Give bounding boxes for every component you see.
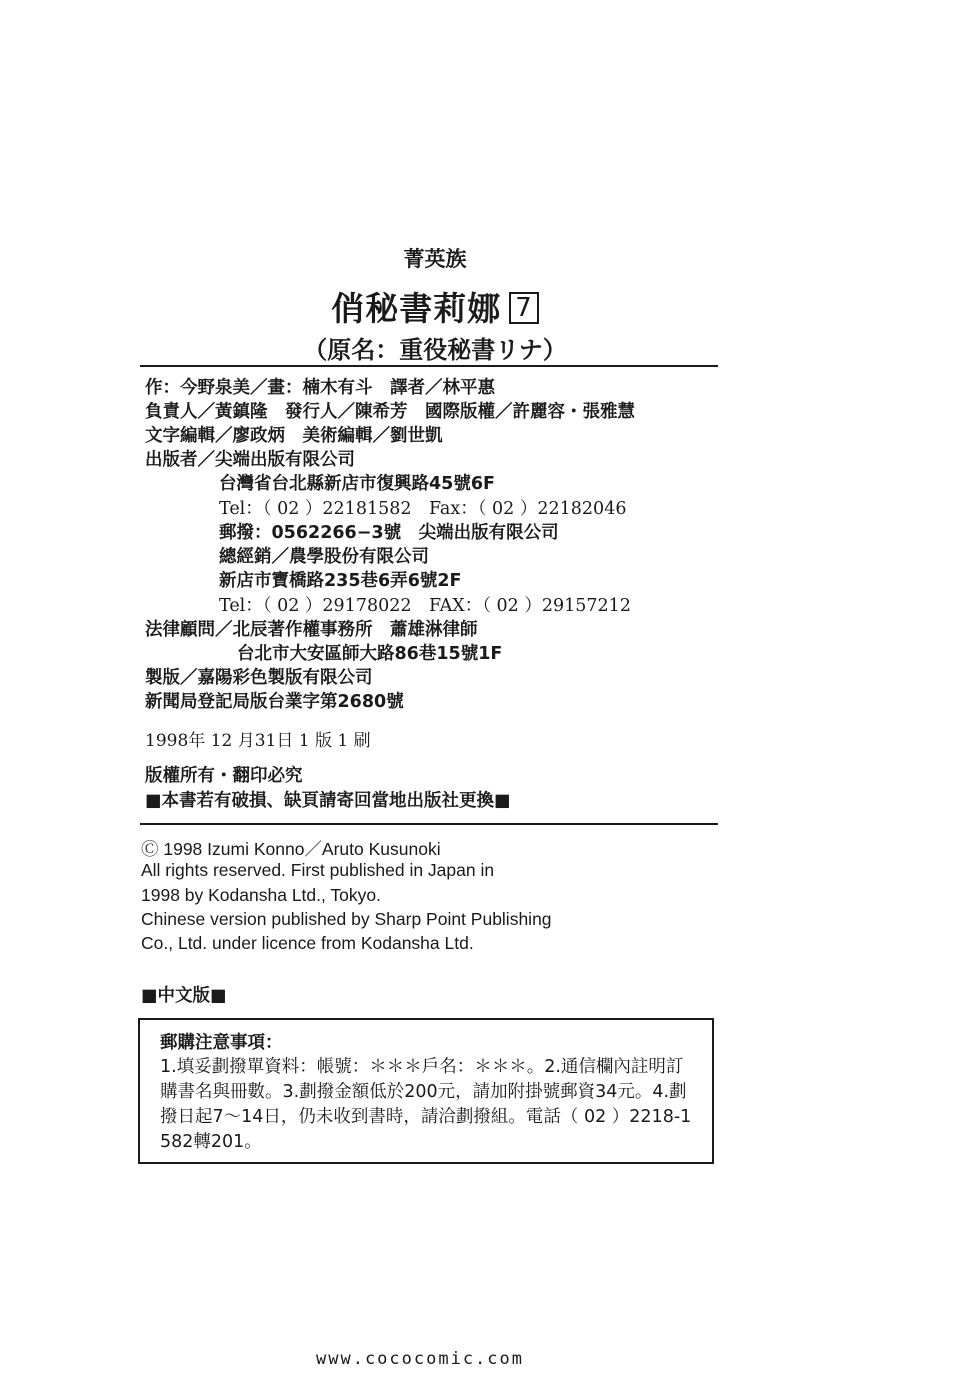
publisher-address: 台灣省台北縣新店市復興路45號6F: [219, 474, 495, 494]
mail-order-notice-box: [138, 1018, 714, 1164]
publisher-phone: Tel：（ 02 ）22181582 Fax：（ 02 ）22182046: [219, 499, 627, 519]
copyright-line: Ⓒ 1998 Izumi Konno／Aruto Kusunoki: [141, 839, 441, 859]
credit-registration: 新聞局登記局版台業字第2680號: [145, 692, 404, 712]
edition-label: ■中文版■: [141, 986, 227, 1006]
print-date: 1998年 12 月31日 1 版 1 刷: [145, 731, 371, 751]
credit-publisher: 出版者／尖端出版有限公司: [145, 450, 355, 470]
series-name: 菁英族: [403, 247, 467, 271]
volume-number: 7: [509, 292, 539, 324]
english-rights-4: Co., Ltd. under licence from Kodansha Ltd.: [141, 933, 474, 953]
original-title: （原名：重役秘書リナ）: [303, 336, 567, 364]
defect-replacement-notice: ■本書若有破損、缺頁請寄回當地出版社更換■: [145, 791, 511, 811]
rights-reserved: 版權所有・翻印必究: [145, 766, 303, 786]
english-rights-2: 1998 by Kodansha Ltd., Tokyo.: [141, 885, 381, 905]
mail-order-notice-text: 1.填妥劃撥單資料：帳號：＊＊＊戶名：＊＊＊。2.通信欄內註明訂購書名與冊數。3.劃撥金額低於200元，請加附掛號郵資34元。4.劃撥日起7～14日，仍未收到書時，請洽劃撥組。電話（ 02 ）2218-1582轉201。: [160, 1057, 692, 1152]
english-rights-3: Chinese version published by Sharp Point Publishing: [141, 909, 552, 929]
credit-publisher-staff: 負責人／黃鎮隆 發行人／陳希芳 國際版權／許麗容・張雅慧: [145, 402, 635, 422]
book-title: 俏秘書莉娜: [331, 289, 502, 328]
credit-legal-counsel: 法律顧問／北辰著作權事務所 蕭雄淋律師: [145, 620, 478, 640]
credit-editors: 文字編輯／廖政炳 美術編輯／劉世凱: [145, 426, 443, 446]
middle-divider: [140, 823, 718, 825]
website-watermark: www.cococomic.com: [316, 1349, 524, 1369]
legal-counsel-address: 台北市大安區師大路86巷15號1F: [237, 644, 503, 664]
mail-order-notice-title: 郵購注意事項：: [160, 1033, 283, 1053]
credit-distributor: 總經銷／農學股份有限公司: [219, 547, 429, 567]
book-title-row: [0, 283, 870, 330]
english-rights-1: All rights reserved. First published in Japan in: [141, 860, 495, 880]
credit-author: 作：今野泉美／畫：楠木有斗 譯者／林平惠: [145, 378, 495, 398]
top-divider: [140, 365, 718, 367]
distributor-phone: Tel：（ 02 ）29178022 FAX：（ 02 ）29157212: [219, 596, 631, 616]
credit-plate-making: 製版／嘉陽彩色製版有限公司: [145, 668, 373, 688]
publisher-postal-account: 郵撥：0562266−3號 尖端出版有限公司: [219, 523, 559, 543]
distributor-address: 新店市寶橋路235巷6弄6號2F: [219, 571, 462, 591]
